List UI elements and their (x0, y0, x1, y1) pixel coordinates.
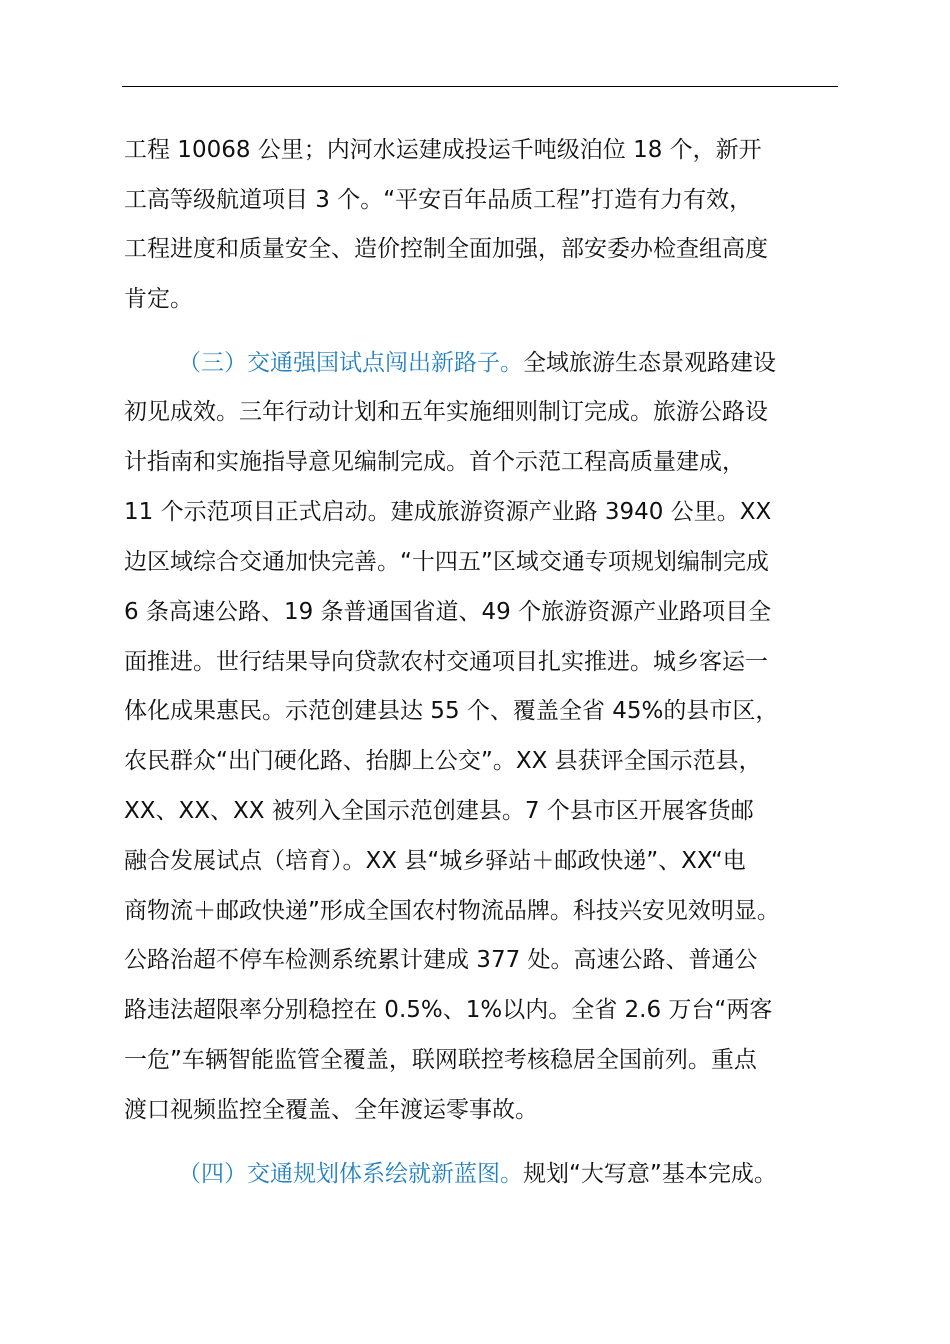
text-line: 初见成效。三年行动计划和五年实施细则制订完成。旅游公路设 (124, 399, 768, 425)
section-4-heading: （四）交通规划体系绘就新蓝图。 (178, 1161, 523, 1187)
text-line: 工高等级航道项目 3 个。“平安百年品质工程”打造有力有效， (124, 187, 753, 213)
text-line: 路违法超限率分别稳控在 0.5%、1%以内。全省 2.6 万台“两客 (124, 997, 773, 1023)
text-line: XX、XX、XX 被列入全国示范创建县。7 个县市区开展客货邮 (124, 798, 754, 824)
text-line: 边区域综合交通加快完善。“十四五”区域交通专项规划编制完成 (124, 549, 769, 575)
text-line: 一危”车辆智能监管全覆盖，联网联控考核稳居全国前列。重点 (124, 1047, 757, 1073)
text-line: 11 个示范项目正式启动。建成旅游资源产业路 3940 公里。XX (124, 499, 772, 525)
text-line: 融合发展试点（培育）。XX 县“城乡驿站＋邮政快递”、XX“电 (124, 848, 746, 874)
section-3-heading: （三）交通强国试点闯出新路子。 (178, 350, 523, 376)
section-3-lead-text: 全域旅游生态景观路建设 (523, 350, 776, 376)
section-3-first-line (178, 347, 776, 379)
text-line: 工程 10068 公里；内河水运建成投运千吨级泊位 18 个，新开 (124, 137, 762, 163)
text-line: 计指南和实施指导意见编制完成。首个示范工程高质量建成， (124, 449, 745, 475)
text-line: 农民群众“出门硬化路、抬脚上公交”。XX 县获评全国示范县， (124, 748, 762, 774)
text-line: 肯定。 (124, 286, 193, 312)
text-line: 公路治超不停车检测系统累计建成 377 处。高速公路、普通公 (124, 947, 758, 973)
text-line: 6 条高速公路、19 条普通国省道、49 个旅游资源产业路项目全 (124, 599, 772, 625)
text-line: 工程进度和质量安全、造价控制全面加强，部安委办检查组高度 (124, 236, 768, 262)
section-4-first-line (178, 1158, 777, 1190)
header-rule (122, 86, 838, 87)
text-line: 面推进。世行结果导向贷款农村交通项目扎实推进。城乡客运一 (124, 649, 768, 675)
text-line: 体化成果惠民。示范创建县达 55 个、覆盖全省 45%的县市区， (124, 698, 779, 724)
text-line: 渡口视频监控全覆盖、全年渡运零事故。 (124, 1097, 538, 1123)
section-4-lead-text: 规划“大写意”基本完成。 (523, 1161, 777, 1187)
text-line: 商物流＋邮政快递”形成全国农村物流品牌。科技兴安见效明显。 (124, 898, 780, 924)
